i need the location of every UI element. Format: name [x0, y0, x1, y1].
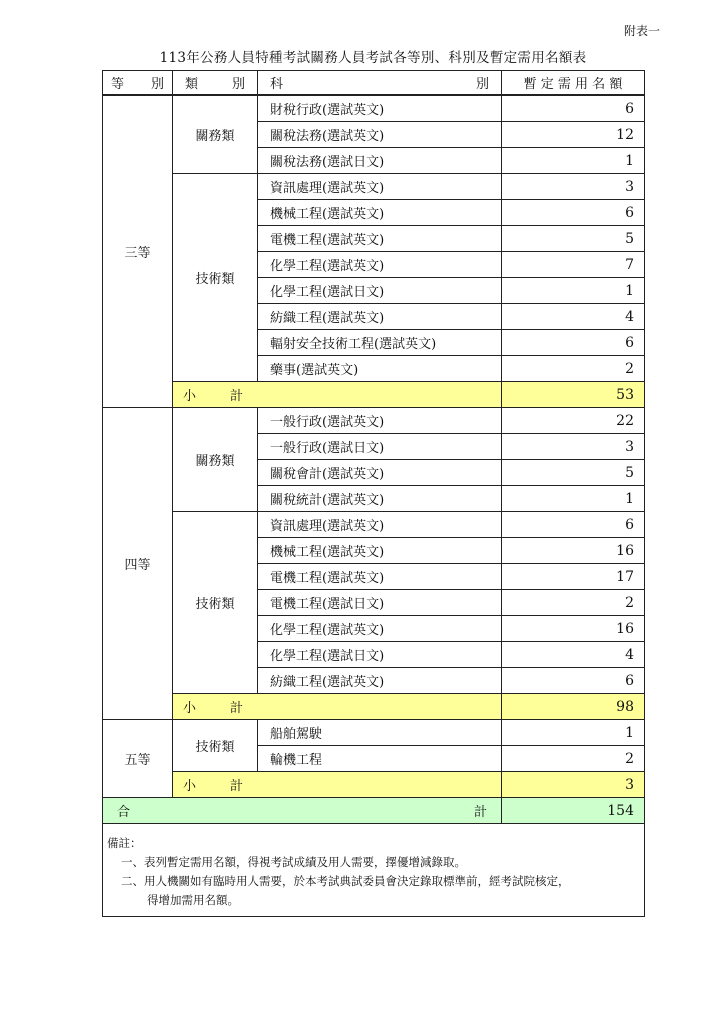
quota-cell: 2: [502, 356, 645, 382]
table-row: [103, 95, 645, 122]
category-cell: 技術類: [173, 174, 258, 382]
grade-cell: 五等: [103, 720, 173, 798]
category-cell: 關務類: [173, 408, 258, 512]
header-category-char-2: 別: [231, 77, 245, 92]
subtotal-value: 3: [502, 772, 645, 798]
subtotal-label-char-1: 小: [183, 389, 197, 404]
subject-cell: 電機工程(選試英文): [258, 564, 502, 590]
quota-cell: 1: [502, 148, 645, 174]
quota-cell: 22: [502, 408, 645, 434]
subject-cell: 紡織工程(選試英文): [258, 668, 502, 694]
header-row: [103, 71, 645, 96]
header-grade: [103, 71, 173, 96]
quota-table-body: [103, 71, 645, 798]
subject-cell: 藥事(選試英文): [258, 356, 502, 382]
subject-cell: 一般行政(選試日文): [258, 434, 502, 460]
category-cell: 技術類: [173, 720, 258, 772]
note-item-1: 一、表列暫定需用名額，得視考試成績及用人需要，擇優增減錄取。: [121, 855, 466, 869]
grade-cell: 三等: [103, 95, 173, 408]
page-title: 113年公務人員特種考試關務人員考試各等別、科別及暫定需用名額表: [159, 50, 587, 66]
quota-cell: 4: [502, 642, 645, 668]
subject-cell: 機械工程(選試英文): [258, 538, 502, 564]
subtotal-row: [103, 772, 645, 798]
quota-table: [102, 70, 645, 917]
subtotal-label-char-2: 計: [229, 779, 243, 794]
subject-cell: 關稅法務(選試英文): [258, 122, 502, 148]
subject-cell: 紡織工程(選試英文): [258, 304, 502, 330]
quota-cell: 4: [502, 304, 645, 330]
quota-cell: 12: [502, 122, 645, 148]
category-cell: 關務類: [173, 95, 258, 174]
notes: [103, 824, 645, 917]
subject-cell: 資訊處理(選試英文): [258, 174, 502, 200]
subject-cell: 化學工程(選試英文): [258, 252, 502, 278]
quota-cell: 6: [502, 200, 645, 226]
subject-cell: 機械工程(選試英文): [258, 200, 502, 226]
quota-cell: 1: [502, 486, 645, 512]
header-category-char-1: 類: [185, 77, 199, 92]
quota-cell: 1: [502, 278, 645, 304]
header-grade-char-2: 別: [150, 77, 164, 92]
quota-cell: 6: [502, 95, 645, 122]
header-quota: 暫 定 需 用 名 額: [502, 71, 645, 96]
category-cell: 技術類: [173, 512, 258, 694]
grade-cell: 四等: [103, 408, 173, 720]
subject-cell: 關稅統計(選試英文): [258, 486, 502, 512]
quota-cell: 6: [502, 668, 645, 694]
quota-cell: 5: [502, 460, 645, 486]
note-item-2-continuation: 得增加需用名額。: [147, 893, 239, 907]
quota-cell: 1: [502, 720, 645, 746]
header-subject-char-2: 別: [475, 77, 489, 92]
subtotal-row: [103, 382, 645, 408]
quota-cell: 3: [502, 434, 645, 460]
total-label-char-1: 合: [117, 805, 131, 820]
notes-row: [103, 824, 645, 917]
quota-cell: 2: [502, 590, 645, 616]
subtotal-value: 53: [502, 382, 645, 408]
subject-cell: 輪機工程: [258, 746, 502, 772]
subject-cell: 關稅法務(選試日文): [258, 148, 502, 174]
header-grade-char-1: 等: [111, 77, 125, 92]
subtotal-label: [173, 382, 502, 408]
subtotal-label-char-2: 計: [229, 389, 243, 404]
quota-cell: 5: [502, 226, 645, 252]
total-label: [103, 798, 502, 824]
total-value: 154: [502, 798, 645, 824]
subject-cell: 輻射安全技術工程(選試英文): [258, 330, 502, 356]
quota-cell: 16: [502, 538, 645, 564]
quota-cell: 3: [502, 174, 645, 200]
subject-cell: 化學工程(選試日文): [258, 278, 502, 304]
annex-label: 附表一: [623, 24, 660, 38]
header-category: [173, 71, 258, 96]
subtotal-label-char-1: 小: [183, 701, 197, 716]
subject-cell: 關稅會計(選試英文): [258, 460, 502, 486]
table-row: [103, 174, 645, 200]
subject-cell: 電機工程(選試日文): [258, 590, 502, 616]
quota-cell: 16: [502, 616, 645, 642]
subject-cell: 財稅行政(選試英文): [258, 95, 502, 122]
quota-table-footer: [103, 798, 645, 917]
quota-cell: 17: [502, 564, 645, 590]
subtotal-label: [173, 772, 502, 798]
table-row: [103, 408, 645, 434]
quota-cell: 6: [502, 330, 645, 356]
subject-cell: 電機工程(選試英文): [258, 226, 502, 252]
total-row: [103, 798, 645, 824]
subject-cell: 船舶駕駛: [258, 720, 502, 746]
subject-cell: 資訊處理(選試英文): [258, 512, 502, 538]
subtotal-value: 98: [502, 694, 645, 720]
subject-cell: 化學工程(選試日文): [258, 642, 502, 668]
subtotal-label-char-1: 小: [183, 779, 197, 794]
subtotal-row: [103, 694, 645, 720]
table-row: [103, 512, 645, 538]
note-item-2: 二、用人機關如有臨時用人需要，於本考試典試委員會決定錄取標準前，經考試院核定，: [121, 874, 570, 888]
quota-cell: 7: [502, 252, 645, 278]
subtotal-label: [173, 694, 502, 720]
quota-cell: 6: [502, 512, 645, 538]
table-row: [103, 720, 645, 746]
subject-cell: 化學工程(選試英文): [258, 616, 502, 642]
total-label-char-2: 計: [473, 805, 487, 820]
header-subject-char-1: 科: [270, 77, 284, 92]
subject-cell: 一般行政(選試英文): [258, 408, 502, 434]
notes-heading: 備註：: [107, 836, 142, 850]
header-subject: [258, 71, 502, 96]
quota-cell: 2: [502, 746, 645, 772]
subtotal-label-char-2: 計: [229, 701, 243, 716]
